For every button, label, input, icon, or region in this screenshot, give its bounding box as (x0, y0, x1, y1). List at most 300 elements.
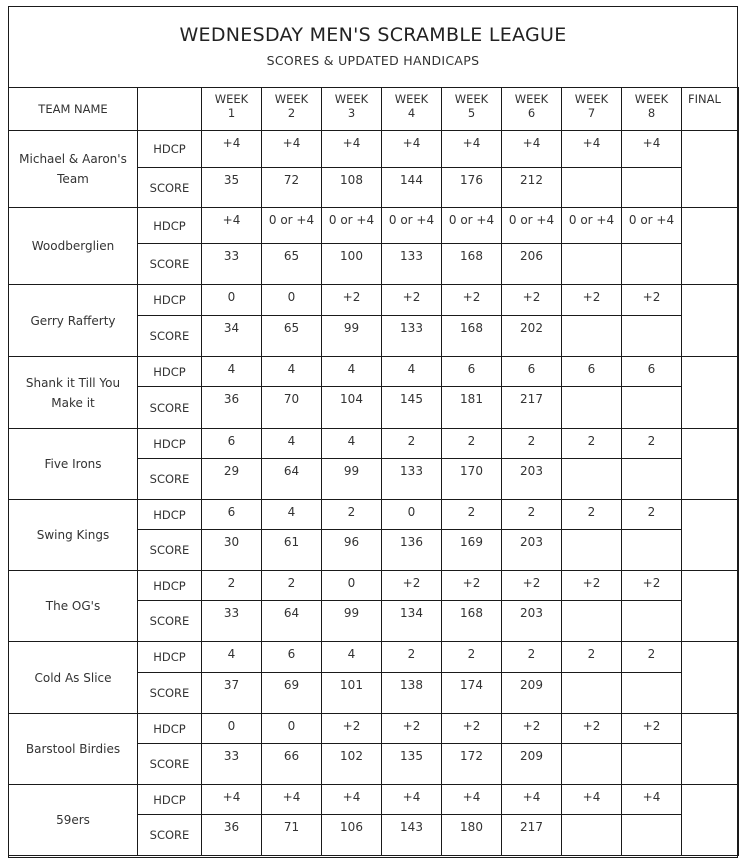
hdcp-cell (322, 285, 382, 316)
score-value: 209 (520, 678, 543, 692)
hdcp-value: +2 (522, 290, 541, 304)
score-cell (202, 168, 262, 208)
final-cell (682, 642, 739, 714)
hdcp-cell (322, 785, 382, 815)
week-3-word: WEEK (334, 92, 369, 106)
week-7-num: 7 (587, 106, 596, 120)
hdcp-cell (382, 357, 442, 387)
final-cell (682, 500, 739, 571)
score-value: 212 (520, 173, 543, 187)
score-value (622, 459, 681, 464)
hdcp-value: 2 (467, 505, 476, 519)
hdcp-cell (502, 131, 562, 168)
score-value (622, 387, 681, 392)
score-value: 70 (283, 392, 300, 406)
score-value: 168 (460, 249, 483, 263)
score-cell (382, 244, 442, 285)
team-hdcp-row (9, 285, 739, 316)
score-cell (322, 387, 382, 429)
hdcp-value: 4 (287, 362, 296, 376)
score-value: 180 (460, 820, 483, 834)
week-1-word: WEEK (214, 92, 249, 106)
hdcp-cell (202, 642, 262, 673)
team-hdcp-row (9, 131, 739, 168)
hdcp-value: +2 (582, 576, 601, 590)
hdcp-cell (622, 285, 682, 316)
team-name: Gerry Rafferty (9, 285, 138, 357)
score-value: 143 (400, 820, 423, 834)
score-cell (382, 168, 442, 208)
hdcp-cell (562, 714, 622, 744)
score-value: 99 (343, 321, 360, 335)
score-cell (562, 459, 622, 500)
score-value: 65 (283, 321, 300, 335)
score-value (562, 316, 621, 321)
score-cell (322, 316, 382, 357)
score-cell (502, 168, 562, 208)
score-cell (622, 316, 682, 357)
hdcp-cell (382, 714, 442, 744)
week-3-num: 3 (347, 106, 356, 120)
score-value: 168 (460, 606, 483, 620)
hdcp-cell (622, 571, 682, 601)
score-value: 99 (343, 606, 360, 620)
hdcp-cell (502, 429, 562, 459)
hdcp-cell (502, 571, 562, 601)
team-name: Barstool Birdies (9, 714, 138, 785)
week-2-header (262, 88, 322, 131)
hdcp-cell (202, 131, 262, 168)
score-cell (322, 601, 382, 642)
score-cell (562, 530, 622, 571)
hdcp-value: 2 (647, 647, 656, 661)
score-cell (622, 459, 682, 500)
score-cell (262, 168, 322, 208)
hdcp-cell (562, 642, 622, 673)
score-value (622, 601, 681, 606)
hdcp-cell (442, 500, 502, 530)
hdcp-cell (262, 285, 322, 316)
hdcp-value: 0 (287, 290, 296, 304)
hdcp-value: 4 (347, 647, 356, 661)
score-value: 169 (460, 535, 483, 549)
hdcp-label: HDCP (138, 429, 202, 459)
score-value (562, 744, 621, 749)
score-value: 104 (340, 392, 363, 406)
hdcp-value: 4 (227, 647, 236, 661)
hdcp-value: 4 (347, 362, 356, 376)
score-cell (622, 387, 682, 429)
hdcp-cell (622, 642, 682, 673)
score-label: SCORE (138, 673, 202, 714)
score-cell (502, 530, 562, 571)
score-cell (262, 244, 322, 285)
title-block (9, 7, 737, 88)
team-name: Cold As Slice (9, 642, 138, 714)
score-cell (442, 316, 502, 357)
hdcp-value: 0 or +4 (388, 213, 435, 227)
hdcp-cell (562, 208, 622, 244)
week-2-word: WEEK (274, 92, 309, 106)
page-subtitle: SCORES & UPDATED HANDICAPS (266, 53, 480, 68)
score-value: 101 (340, 678, 363, 692)
score-cell (442, 459, 502, 500)
hdcp-value: 6 (467, 362, 476, 376)
hdcp-cell (382, 571, 442, 601)
hdcp-value: 0 or +4 (268, 213, 315, 227)
hdcp-cell (622, 500, 682, 530)
score-value: 36 (223, 820, 240, 834)
score-cell (442, 744, 502, 785)
score-value: 170 (460, 464, 483, 478)
hdcp-value: 2 (587, 505, 596, 519)
score-cell (202, 459, 262, 500)
score-value: 35 (223, 173, 240, 187)
hdcp-cell (442, 208, 502, 244)
score-cell (202, 530, 262, 571)
team-hdcp-row (9, 357, 739, 387)
hdcp-value: 4 (287, 434, 296, 448)
team-name: Swing Kings (9, 500, 138, 571)
hdcp-cell (262, 208, 322, 244)
hdcp-cell (322, 571, 382, 601)
hdcp-value: 6 (227, 505, 236, 519)
hdcp-cell (442, 785, 502, 815)
score-cell (442, 815, 502, 856)
score-cell (262, 601, 322, 642)
score-cell (202, 316, 262, 357)
hdcp-cell (262, 714, 322, 744)
week-8-num: 8 (647, 106, 656, 120)
score-value: 36 (223, 392, 240, 406)
score-value: 100 (340, 249, 363, 263)
hdcp-value: 4 (407, 362, 416, 376)
hdcp-cell (322, 208, 382, 244)
score-cell (322, 815, 382, 856)
score-value: 172 (460, 749, 483, 763)
score-value: 144 (400, 173, 423, 187)
hdcp-value: 2 (407, 647, 416, 661)
team-hdcp-row (9, 571, 739, 601)
scoresheet (8, 6, 738, 858)
hdcp-cell (622, 785, 682, 815)
team-hdcp-row (9, 429, 739, 459)
hdcp-value: 4 (347, 434, 356, 448)
team-name: Five Irons (9, 429, 138, 500)
score-value: 102 (340, 749, 363, 763)
score-cell (322, 530, 382, 571)
hdcp-value: 6 (647, 362, 656, 376)
hdcp-value: 0 (407, 505, 416, 519)
hdcp-value: 6 (527, 362, 536, 376)
team-name-header: TEAM NAME (9, 88, 138, 131)
team-name: Woodberglien (9, 208, 138, 285)
score-cell (382, 459, 442, 500)
score-cell (202, 387, 262, 429)
hdcp-cell (262, 429, 322, 459)
hdcp-cell (202, 357, 262, 387)
week-1-num: 1 (227, 106, 236, 120)
hdcp-cell (202, 500, 262, 530)
score-value (622, 673, 681, 678)
score-cell (562, 168, 622, 208)
score-cell (622, 530, 682, 571)
hdcp-cell (262, 131, 322, 168)
score-cell (622, 168, 682, 208)
hdcp-value: +4 (222, 136, 241, 150)
score-cell (622, 244, 682, 285)
hdcp-label: HDCP (138, 571, 202, 601)
hdcp-cell (382, 208, 442, 244)
hdcp-value: 6 (287, 647, 296, 661)
score-value: 99 (343, 464, 360, 478)
score-label: SCORE (138, 168, 202, 208)
week-4-word: WEEK (394, 92, 429, 106)
score-cell (622, 601, 682, 642)
hdcp-value: +2 (402, 576, 421, 590)
hdcp-cell (382, 429, 442, 459)
final-cell (682, 785, 739, 856)
score-cell (262, 815, 322, 856)
score-value: 145 (400, 392, 423, 406)
hdcp-value: 6 (587, 362, 596, 376)
score-value: 174 (460, 678, 483, 692)
score-cell (322, 168, 382, 208)
hdcp-label: HDCP (138, 208, 202, 244)
score-value (562, 601, 621, 606)
score-value: 133 (400, 321, 423, 335)
score-cell (622, 673, 682, 714)
hdcp-value: +4 (282, 136, 301, 150)
hdcp-cell (202, 714, 262, 744)
score-value: 203 (520, 535, 543, 549)
score-label: SCORE (138, 244, 202, 285)
hdcp-cell (442, 285, 502, 316)
team-name: Michael & Aaron's Team (9, 131, 138, 208)
hdcp-cell (622, 131, 682, 168)
score-value: 34 (223, 321, 240, 335)
hdcp-value: +2 (342, 290, 361, 304)
score-value: 133 (400, 249, 423, 263)
hdcp-label: HDCP (138, 285, 202, 316)
score-cell (202, 815, 262, 856)
hdcp-value: +4 (222, 790, 241, 804)
hdcp-cell (202, 285, 262, 316)
score-cell (262, 744, 322, 785)
hdcp-cell (562, 571, 622, 601)
score-cell (562, 387, 622, 429)
hdcp-value: +4 (642, 136, 661, 150)
hdcp-cell (562, 131, 622, 168)
score-value (562, 244, 621, 249)
hdcp-value: 0 (227, 290, 236, 304)
score-value: 69 (283, 678, 300, 692)
score-cell (502, 815, 562, 856)
score-value: 30 (223, 535, 240, 549)
score-cell (202, 744, 262, 785)
hdcp-cell (562, 429, 622, 459)
score-cell (562, 815, 622, 856)
hdcp-value: 2 (527, 434, 536, 448)
score-value: 61 (283, 535, 300, 549)
score-cell (262, 459, 322, 500)
hdcp-cell (502, 285, 562, 316)
score-cell (322, 244, 382, 285)
hdcp-value: +2 (462, 719, 481, 733)
score-value: 134 (400, 606, 423, 620)
score-cell (562, 601, 622, 642)
score-cell (442, 601, 502, 642)
hdcp-cell (382, 500, 442, 530)
hdcp-label: HDCP (138, 131, 202, 168)
score-value: 203 (520, 606, 543, 620)
hdcp-value: 2 (587, 647, 596, 661)
hdcp-value: 2 (227, 576, 236, 590)
hdcp-value: 0 (287, 719, 296, 733)
hdcp-cell (502, 785, 562, 815)
score-cell (502, 601, 562, 642)
week-4-num: 4 (407, 106, 416, 120)
score-value (622, 530, 681, 535)
hdcp-cell (442, 571, 502, 601)
hdcp-value: 2 (527, 647, 536, 661)
hdcp-label: HDCP (138, 500, 202, 530)
score-value: 29 (223, 464, 240, 478)
scores-table (8, 87, 739, 856)
hdcp-value: +4 (222, 213, 241, 227)
team-name: 59ers (9, 785, 138, 856)
score-cell (262, 530, 322, 571)
hdcp-value: +2 (402, 290, 421, 304)
hdcp-value: 0 or +4 (628, 213, 675, 227)
score-cell (502, 673, 562, 714)
score-value: 209 (520, 749, 543, 763)
hdcp-cell (622, 714, 682, 744)
hdcp-value: 0 or +4 (568, 213, 615, 227)
score-value: 108 (340, 173, 363, 187)
week-1-header (202, 88, 262, 131)
final-cell (682, 208, 739, 285)
score-value: 64 (283, 464, 300, 478)
score-cell (262, 387, 322, 429)
hdcp-cell (562, 285, 622, 316)
score-value (562, 815, 621, 820)
score-value (562, 673, 621, 678)
hdcp-value: +4 (642, 790, 661, 804)
hdcp-cell (562, 357, 622, 387)
week-8-word: WEEK (634, 92, 669, 106)
week-7-header (562, 88, 622, 131)
score-value: 202 (520, 321, 543, 335)
hdcp-value: 0 or +4 (508, 213, 555, 227)
hdcp-value: 2 (287, 576, 296, 590)
score-value: 138 (400, 678, 423, 692)
hdcp-cell (202, 785, 262, 815)
hdcp-value: 2 (347, 505, 356, 519)
team-hdcp-row (9, 785, 739, 815)
score-cell (382, 530, 442, 571)
score-value: 133 (400, 464, 423, 478)
score-cell (262, 673, 322, 714)
hdcp-value: +2 (462, 290, 481, 304)
hdcp-value: +2 (642, 290, 661, 304)
hdcp-cell (502, 500, 562, 530)
final-cell (682, 429, 739, 500)
score-cell (442, 673, 502, 714)
score-cell (382, 316, 442, 357)
week-6-header (502, 88, 562, 131)
score-value: 64 (283, 606, 300, 620)
score-cell (382, 673, 442, 714)
team-hdcp-row (9, 714, 739, 744)
score-label: SCORE (138, 744, 202, 785)
score-label: SCORE (138, 815, 202, 856)
hdcp-cell (322, 357, 382, 387)
team-name: The OG's (9, 571, 138, 642)
score-cell (382, 744, 442, 785)
hdcp-cell (502, 208, 562, 244)
hdcp-value: 4 (287, 505, 296, 519)
hdcp-cell (442, 714, 502, 744)
hdcp-label: HDCP (138, 785, 202, 815)
hdcp-cell (442, 131, 502, 168)
hdcp-cell (442, 642, 502, 673)
week-5-header (442, 88, 502, 131)
score-value (622, 244, 681, 249)
score-value: 66 (283, 749, 300, 763)
score-value (562, 387, 621, 392)
hdcp-cell (382, 131, 442, 168)
hdcp-value: +4 (282, 790, 301, 804)
score-cell (562, 744, 622, 785)
hdcp-label: HDCP (138, 714, 202, 744)
hdcp-cell (622, 429, 682, 459)
score-cell (502, 744, 562, 785)
score-cell (502, 244, 562, 285)
week-5-word: WEEK (454, 92, 489, 106)
team-hdcp-row (9, 500, 739, 530)
hdcp-value: 0 or +4 (448, 213, 495, 227)
score-cell (502, 316, 562, 357)
score-label: SCORE (138, 387, 202, 429)
final-cell (682, 131, 739, 208)
hdcp-value: +4 (522, 136, 541, 150)
score-cell (322, 459, 382, 500)
score-cell (442, 387, 502, 429)
week-4-header (382, 88, 442, 131)
score-label: SCORE (138, 530, 202, 571)
hdcp-value: 2 (407, 434, 416, 448)
score-cell (322, 673, 382, 714)
score-value (562, 530, 621, 535)
hdcp-cell (382, 285, 442, 316)
hdcp-value: +4 (462, 790, 481, 804)
score-value: 72 (283, 173, 300, 187)
score-value: 206 (520, 249, 543, 263)
hdcp-cell (502, 642, 562, 673)
score-value: 203 (520, 464, 543, 478)
hdcp-cell (262, 500, 322, 530)
final-cell (682, 571, 739, 642)
hdcp-value: +2 (402, 719, 421, 733)
hdcp-value: 2 (467, 434, 476, 448)
score-cell (382, 601, 442, 642)
score-cell (202, 673, 262, 714)
hdcp-value: +4 (582, 136, 601, 150)
score-cell (442, 530, 502, 571)
hdcp-cell (202, 571, 262, 601)
score-value: 33 (223, 606, 240, 620)
